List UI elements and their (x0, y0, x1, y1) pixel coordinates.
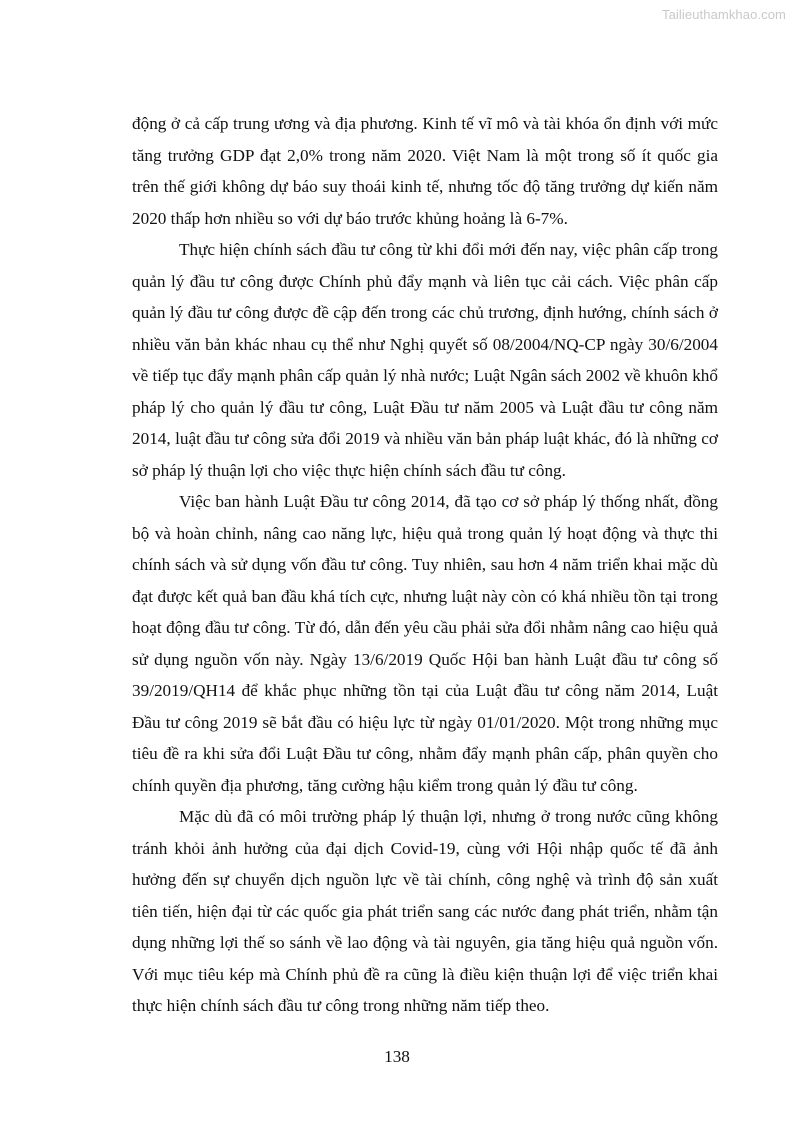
paragraph-2: Thực hiện chính sách đầu tư công từ khi đổi mới đến nay, việc phân cấp trong quản lý đầu tư công được Chính phủ đẩy mạnh và liên tục cải cách. Việc phân cấp quản lý đầu tư công được đề cập đến trong các chủ trương, định hướng, chính sách ở nhiều văn bản khác nhau cụ thể như Nghị quyết số 08/2004/NQ-CP ngày 30/6/2004 về tiếp tục đẩy mạnh phân cấp quản lý nhà nước; Luật Ngân sách 2002 về khuôn khổ pháp lý cho quản lý đầu tư công, Luật Đầu tư năm 2005 và Luật đầu tư công năm 2014, luật đầu tư công sửa đổi 2019 và nhiều văn bản pháp luật khác, đó là những cơ sở pháp lý thuận lợi cho việc thực hiện chính sách đầu tư công. (132, 240, 718, 480)
document-body (132, 108, 718, 1022)
page-number: 138 (384, 1047, 410, 1066)
watermark-text: Tailieuthamkhao.com (661, 7, 786, 22)
paragraph-3: Việc ban hành Luật Đầu tư công 2014, đã tạo cơ sở pháp lý thống nhất, đồng bộ và hoàn chỉnh, nâng cao năng lực, hiệu quả trong quản lý hoạt động và thực thi chính sách và sử dụng vốn đầu tư công. Tuy nhiên, sau hơn 4 năm triển khai mặc dù đạt được kết quả ban đầu khá tích cực, nhưng luật này còn có khá nhiều tồn tại trong hoạt động đầu tư công. Từ đó, dẫn đến yêu cầu phải sửa đổi nhằm nâng cao hiệu quả sử dụng nguồn vốn này. Ngày 13/6/2019 Quốc Hội ban hành Luật đầu tư công số 39/2019/QH14 để khắc phục những tồn tại của Luật đầu tư công năm 2014, Luật Đầu tư công 2019 sẽ bắt đầu có hiệu lực từ ngày 01/01/2020. Một trong những mục tiêu đề ra khi sửa đổi Luật Đầu tư công, nhằm đẩy mạnh phân cấp, phân quyền cho chính quyền địa phương, tăng cường hậu kiểm trong quản lý đầu tư công. (132, 492, 718, 795)
paragraph-1: động ở cả cấp trung ương và địa phương. Kinh tế vĩ mô và tài khóa ổn định với mức tăng trưởng GDP đạt 2,0% trong năm 2020. Việt Nam là một trong số ít quốc gia trên thế giới không dự báo suy thoái kinh tế, nhưng tốc độ tăng trưởng dự kiến năm 2020 thấp hơn nhiều so với dự báo trước khủng hoảng là 6-7%. (132, 114, 718, 228)
paragraph-4: Mặc dù đã có môi trường pháp lý thuận lợi, nhưng ở trong nước cũng không tránh khỏi ảnh hưởng của đại dịch Covid-19, cùng với Hội nhập quốc tế đã ảnh hưởng đến sự chuyển dịch nguồn lực về tài chính, công nghệ và trình độ sản xuất tiên tiến, hiện đại từ các quốc gia phát triển sang các nước đang phát triển, nhằm tận dụng những lợi thế so sánh về lao động và tài nguyên, gia tăng hiệu quả nguồn vốn. Với mục tiêu kép mà Chính phủ đề ra cũng là điều kiện thuận lợi để việc triển khai thực hiện chính sách đầu tư công trong những năm tiếp theo. (132, 807, 718, 1015)
